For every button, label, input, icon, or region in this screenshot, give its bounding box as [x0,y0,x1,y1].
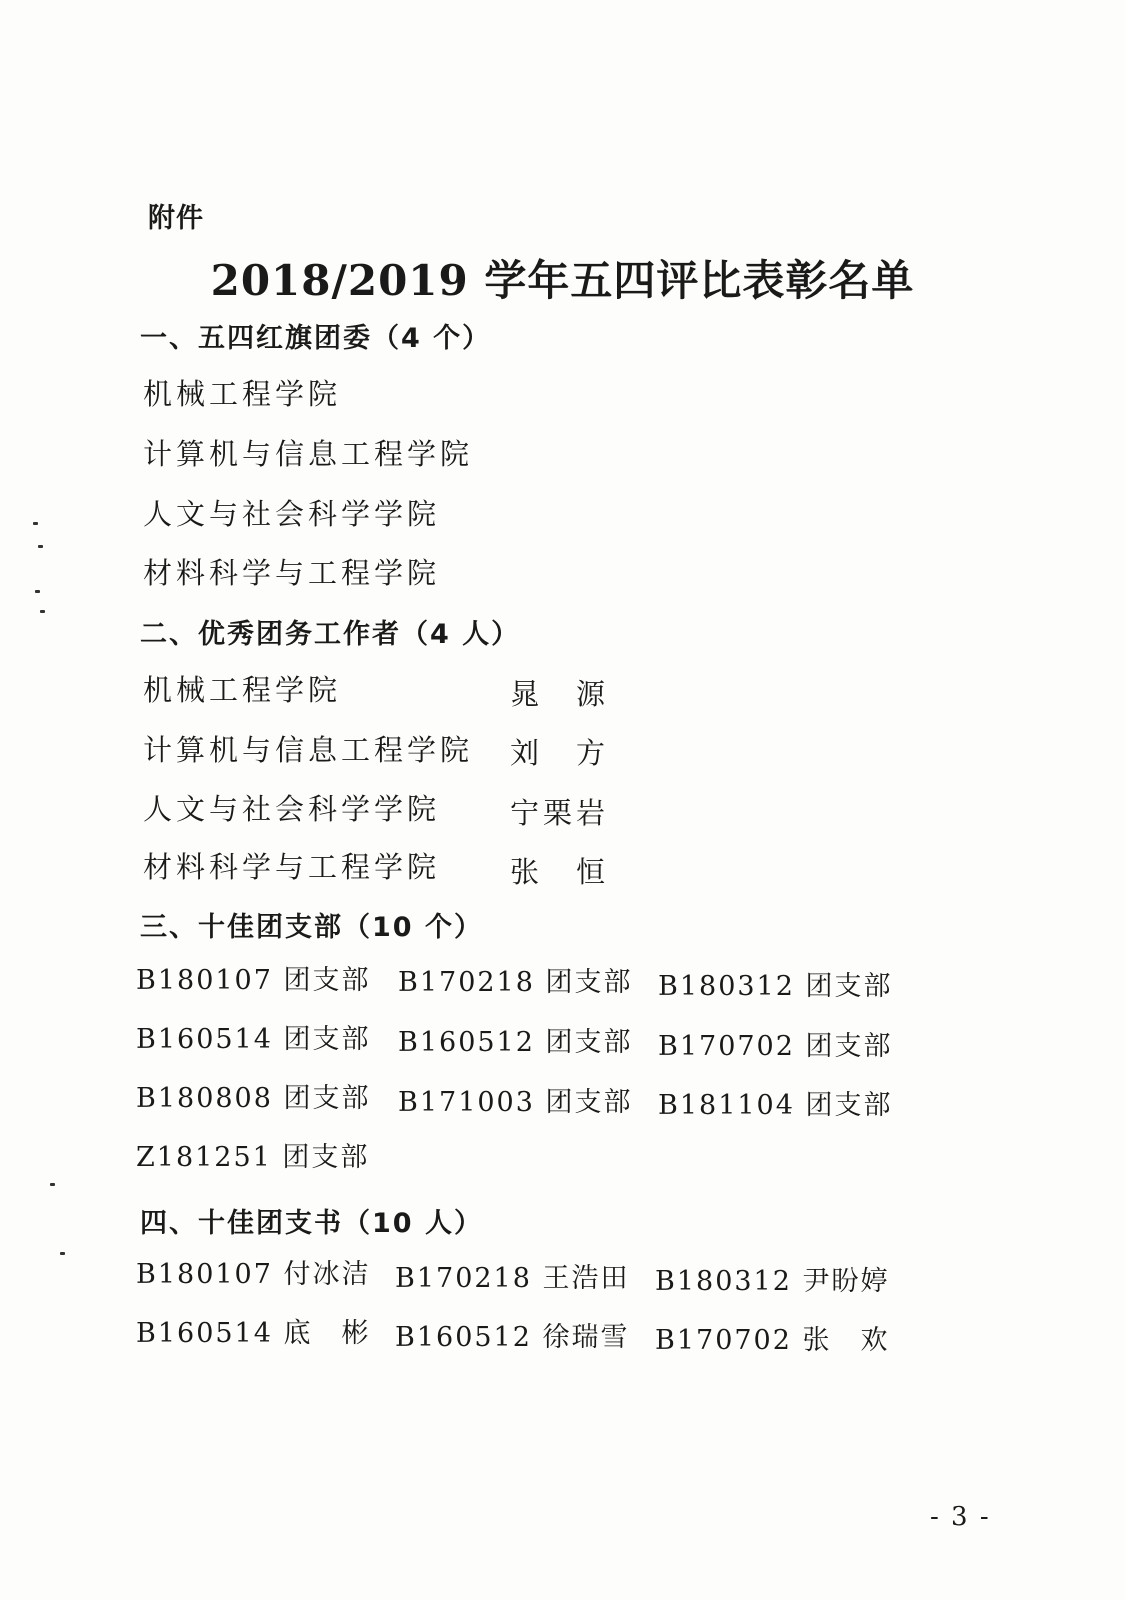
section2-person: 晁 源 [510,677,610,711]
attachment-label: 附件 [148,203,204,234]
section1-item: 机械工程学院 [143,377,342,411]
scan-speck [50,1183,55,1186]
scan-speck [35,590,40,593]
section1-heading: 一、五四红旗团委（4 个） [140,323,492,354]
branch-item: B180808 团支部 [136,1083,371,1114]
secretary-item: B170702 张 欢 [655,1325,890,1356]
scan-speck [38,545,43,548]
branch-item: B181104 团支部 [658,1090,893,1121]
section4-heading: 四、十佳团支书（10 人） [140,1208,483,1239]
section2-person: 宁栗岩 [510,796,610,830]
document-title: 2018/2019 学年五四评比表彰名单 [210,256,915,305]
scan-speck [40,610,45,613]
secretary-item: B180312 尹盼婷 [655,1266,890,1297]
secretary-item: B160512 徐瑞雪 [395,1322,630,1353]
section2-heading: 二、优秀团务工作者（4 人） [140,619,521,650]
branch-item: B160514 团支部 [136,1024,371,1055]
branch-item: B170218 团支部 [398,967,633,998]
branch-item: B180312 团支部 [658,971,893,1002]
section2-person: 张 恒 [510,855,610,889]
branch-item: B171003 团支部 [398,1087,633,1118]
section2-person: 刘 方 [510,736,610,770]
page-number: - 3 - [930,1502,991,1532]
secretary-item: B160514 底 彬 [136,1318,371,1349]
secretary-item: B170218 王浩田 [395,1263,630,1294]
branch-item: B180107 团支部 [136,965,371,996]
scan-speck [60,1252,65,1255]
branch-item: B170702 团支部 [658,1031,893,1062]
section2-college: 计算机与信息工程学院 [143,733,474,767]
section1-item: 计算机与信息工程学院 [143,437,474,471]
section1-item: 人文与社会科学学院 [143,497,441,531]
section1-item: 材料科学与工程学院 [143,556,441,590]
branch-item: B160512 团支部 [398,1027,633,1058]
section2-college: 材料科学与工程学院 [143,850,441,884]
branch-item: Z181251 团支部 [136,1142,370,1173]
secretary-item: B180107 付冰洁 [136,1259,371,1290]
section2-college: 机械工程学院 [143,673,342,707]
section3-heading: 三、十佳团支部（10 个） [140,912,483,943]
scan-speck [33,522,38,525]
section2-college: 人文与社会科学学院 [143,792,441,826]
